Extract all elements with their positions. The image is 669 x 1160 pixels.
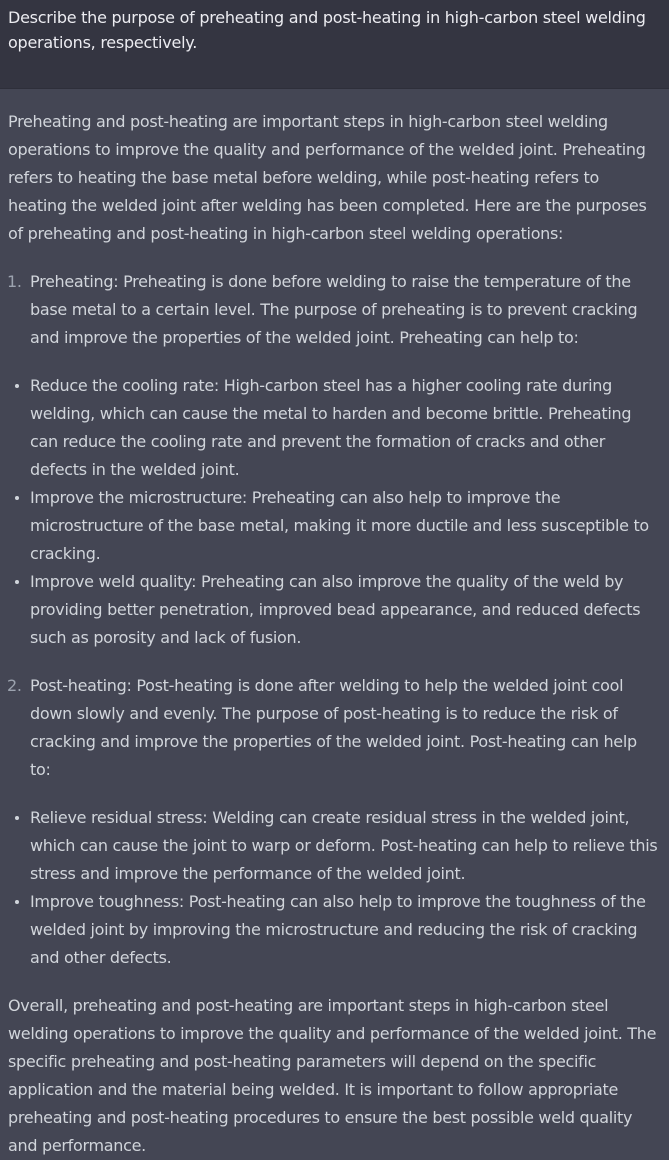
bullet-item: Improve toughness: Post-heating can also help to improve the toughness of the welded joint by improving the microstructure and reducing the risk of cracking and other defects. <box>30 888 661 972</box>
post-heating-bullets <box>8 804 661 972</box>
preheating-bullets <box>8 372 661 652</box>
list-item-text: Preheating: Preheating is done before welding to raise the temperature of the base metal to a certain level. The purpose of preheating is to prevent cracking and improve the properties of the welded joint. Preheating can help to: <box>30 272 638 347</box>
bullet-item: Reduce the cooling rate: High-carbon steel has a higher cooling rate during welding, which can cause the metal to harden and become brittle. Preheating can reduce the cooling rate and prevent the formation of cracks and other defects in the welded joint. <box>30 372 661 484</box>
list-number: 2. <box>7 676 22 695</box>
list-item-text: Post-heating: Post-heating is done after welding to help the welded joint cool down slowly and evenly. The purpose of post-heating is to reduce the risk of cracking and improve the properties of the welded joint. Post-heating can help to: <box>30 676 637 779</box>
user-message <box>0 0 669 89</box>
assistant-intro: Preheating and post-heating are important steps in high-carbon steel welding operations to improve the quality and performance of the welded joint. Preheating refers to heating the base metal before welding, while post-heating refers to heating the welded joint after welding has been completed. Here are the purposes of preheating and post-heating in high-carbon steel welding operations: <box>8 112 647 243</box>
list-item-preheating <box>8 268 661 352</box>
assistant-outro: Overall, preheating and post-heating are important steps in high-carbon steel welding operations to improve the quality and performance of the welded joint. The specific preheating and post-heating parameters will depend on the specific application and the material being welded. It is important to follow appropriate preheating and post-heating procedures to ensure the best possible weld quality and performance. <box>8 996 657 1155</box>
assistant-message <box>0 89 669 1160</box>
bullet-item: Relieve residual stress: Welding can create residual stress in the welded joint, which can cause the joint to warp or deform. Post-heating can help to relieve this stress and improve the performance of the welded joint. <box>30 804 661 888</box>
bullet-item: Improve weld quality: Preheating can also improve the quality of the weld by providing better penetration, improved bead appearance, and reduced defects such as porosity and lack of fusion. <box>30 568 661 652</box>
list-item-post-heating <box>8 672 661 784</box>
bullet-item: Improve the microstructure: Preheating can also help to improve the microstructure of the base metal, making it more ductile and less susceptible to cracking. <box>30 484 661 568</box>
list-number: 1. <box>7 272 22 291</box>
user-message-text: Describe the purpose of preheating and post-heating in high-carbon steel welding operations, respectively. <box>8 8 646 52</box>
